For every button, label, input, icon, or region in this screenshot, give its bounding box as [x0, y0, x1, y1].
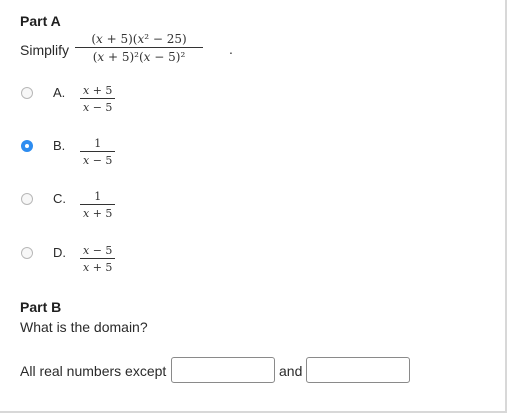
expression-fraction: [75, 32, 203, 64]
expression-numerator: (𝑥 + 5)(𝑥² − 25): [91, 32, 187, 46]
option-a-letter: A.: [53, 85, 66, 100]
option-c-letter: C.: [53, 191, 66, 206]
option-b-fraction: [80, 137, 115, 167]
option-d-fraction: [80, 244, 115, 274]
answer-prefix: All real numbers except: [20, 363, 167, 379]
option-d-letter: D.: [53, 245, 66, 260]
option-b-numerator: 1: [94, 137, 102, 150]
simplify-prompt: Simplify: [20, 42, 70, 58]
option-c-denominator: 𝑥 + 5: [83, 207, 113, 220]
option-d-radio[interactable]: [21, 247, 33, 259]
excluded-value-input-1[interactable]: [171, 357, 275, 383]
option-d-denominator: 𝑥 + 5: [83, 261, 113, 274]
expression-denominator: (𝑥 + 5)²(𝑥 − 5)²: [92, 50, 186, 64]
option-c-fraction: [80, 190, 115, 220]
option-b-letter: B.: [53, 138, 66, 153]
part-a-title: Part A: [20, 13, 61, 29]
domain-question: What is the domain?: [20, 319, 148, 335]
trailing-period: .: [229, 41, 233, 57]
excluded-value-input-2[interactable]: [306, 357, 410, 383]
part-b-title: Part B: [20, 299, 62, 315]
option-a-radio[interactable]: [21, 87, 33, 99]
option-d-numerator: 𝑥 − 5: [83, 244, 113, 257]
option-b-radio[interactable]: [21, 140, 33, 152]
and-label: and: [279, 363, 303, 379]
option-c-numerator: 1: [94, 190, 102, 203]
option-a-fraction: [80, 84, 115, 114]
option-c-radio[interactable]: [21, 193, 33, 205]
option-a-denominator: 𝑥 − 5: [83, 101, 113, 114]
option-b-denominator: 𝑥 − 5: [83, 154, 113, 167]
option-a-numerator: 𝑥 + 5: [83, 84, 113, 97]
